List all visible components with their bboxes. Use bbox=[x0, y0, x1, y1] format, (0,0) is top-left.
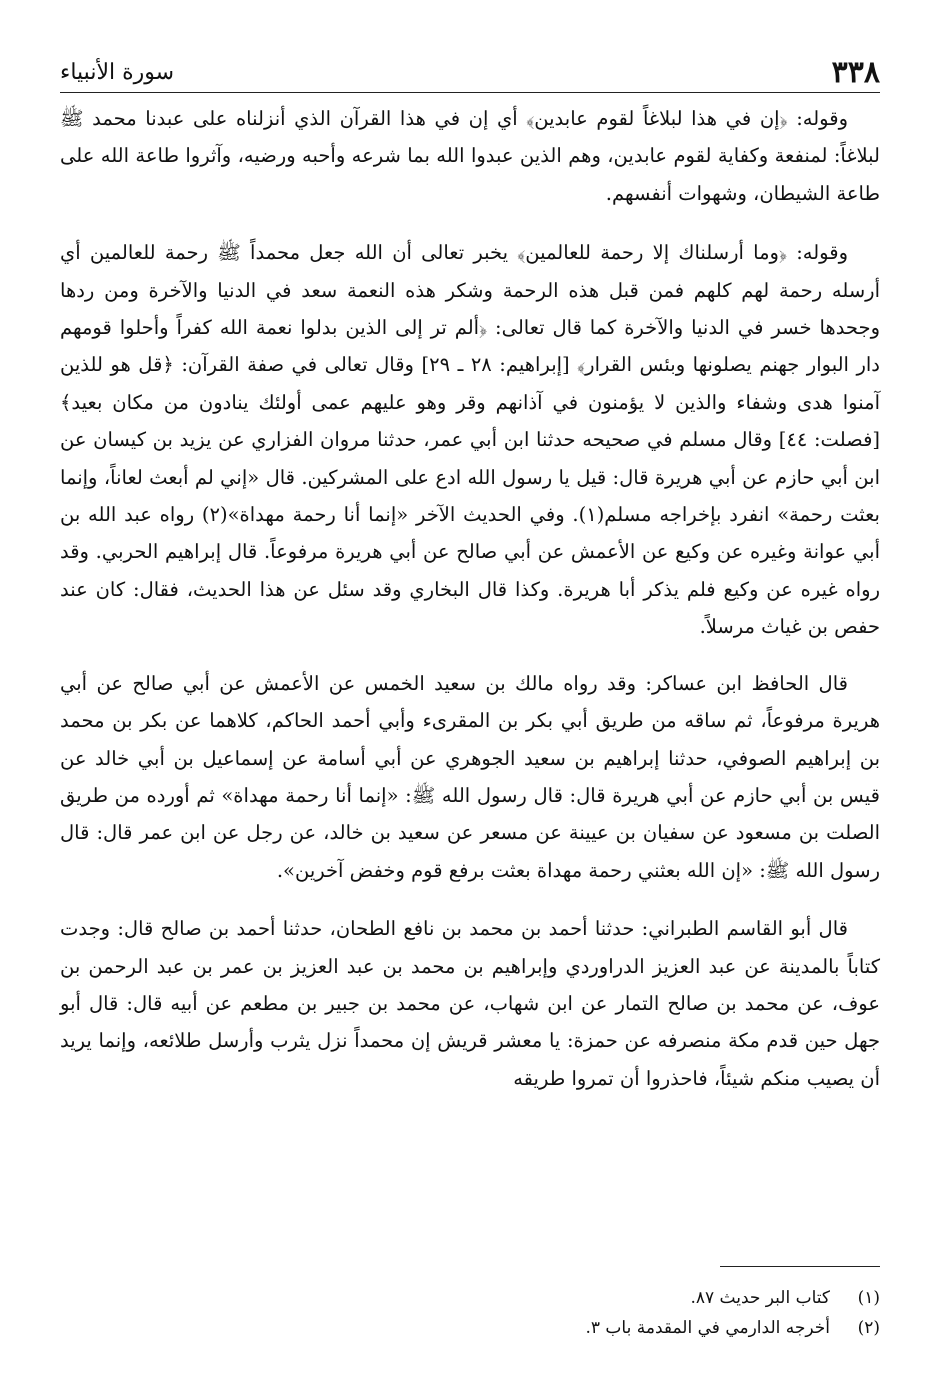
footnote-number: (١) bbox=[857, 1288, 880, 1308]
paragraph: قال الحافظ ابن عساكر: وقد رواه مالك بن سعيد الخمس عن الأعمش عن أبي صالح عن أبي هريرة مرفوعاً، ثم ساقه من طريق أبي بكر بن المقرىء وأبي أحمد الحاكم، كلاهما عن بكر بن محمد بن إبراهيم الصوفي، حدثنا إبراهيم بن سعيد الجوهري عن أبي أسامة عن إسماعيل بن أبي خالد عن قيس بن أبي حازم عن أبي هريرة قال: قال رسول الله ﷺ: «إنما أنا رحمة مهداة» ثم أورده من طريق الصلت بن مسعود عن سفيان بن عيينة عن مسعر عن سعيد بن خالد، عن رجل عن ابن عمر قال: قال رسول الله ﷺ: «إن الله بعثني رحمة مهداة بعثت برفع قوم وخفض آخرين». bbox=[60, 671, 880, 882]
paragraph: قال أبو القاسم الطبراني: حدثنا أحمد بن محمد بن نافع الطحان، حدثنا أحمد بن صالح قال: وجدت كتاباً بالمدينة عن عبد العزيز الدراوردي وإبراهيم بن محمد بن عبد العزيز بن عمر بن عبد الرحمن بن عوف، عن محمد بن صالح التمار عن ابن شهاب، عن محمد بن جبير بن مطعم عن أبيه قال: قال أبو جهل حين قدم مكة منصرفه عن حمزة: يا معشر قريش إن محمداً نزل يثرب وأرسل طلائعه، وإنما يريد أن يصيب منكم شيئاً، فاحذروا أن تمروا طريقه bbox=[60, 917, 880, 1090]
paragraph: وقوله: ﴿إن في هذا لبلاغاً لقوم عابدين﴾ أي إن في هذا القرآن الذي أنزلناه على عبدنا محمد ﷺ لبلاغاً: لمنفعة وكفاية لقوم عابدين، وهم الذين عبدوا الله بما شرعه وأحبه ورضيه، وآثروا طاعة الله على طاعة الشيطان، وشهوات أنفسهم. bbox=[60, 107, 880, 205]
footnote bbox=[60, 1283, 880, 1313]
footnote-text: كتاب البر حديث ٨٧. bbox=[690, 1288, 830, 1308]
footnote bbox=[60, 1313, 880, 1343]
paragraph: وقوله: ﴿وما أرسلناك إلا رحمة للعالمين﴾ يخبر تعالى أن الله جعل محمداً ﷺ رحمة للعالمين أي أرسله رحمة لهم كلهم فمن قبل هذه الرحمة وشكر هذه النعمة سعد في الدنيا والآخرة ومن ردها وجحدها خسر في الدنيا والآخرة كما قال تعالى: ﴿ألم تر إلى الذين بدلوا نعمة الله كفراً وأحلوا قومهم دار البوار جهنم يصلونها وبئس القرار﴾ [إبراهيم: ٢٨ ـ ٢٩] وقال تعالى في صفة القرآن: ﴿قل هو للذين آمنوا هدى وشفاء والذين لا يؤمنون في آذانهم وقر وهو عليهم عمى أولئك ينادون من مكان بعيد﴾ [فصلت: ٤٤] وقال مسلم في صحيحه حدثنا ابن أبي عمر، حدثنا مروان الفزاري عن يزيد بن كيسان عن ابن أبي حازم عن أبي هريرة قال: قيل يا رسول الله ادع على المشركين. قال «إني لم أبعث لعاناً، وإنما بعثت رحمة» انفرد بإخراجه مسلم(١). وفي الحديث الآخر «إنما أنا رحمة مهداة»(٢) رواه عبد الله بن أبي عوانة وغيره عن وكيع عن الأعمش عن أبي صالح عن أبي هريرة مرفوعاً. قال إبراهيم الحربي. وقد رواه غيره عن وكيع فلم يذكر أبا هريرة. وكذا قال البخاري وقد سئل عن هذا الحديث، فقال: كان عند حفص بن غياث مرسلاً. bbox=[60, 241, 880, 639]
footnote-number: (٢) bbox=[857, 1318, 880, 1338]
page-body bbox=[60, 100, 880, 1097]
footnote-text: أخرجه الدارمي في المقدمة باب ٣. bbox=[585, 1318, 830, 1338]
footnote-separator bbox=[720, 1266, 880, 1267]
page-header bbox=[60, 52, 880, 93]
running-title: سورة الأنبياء bbox=[60, 59, 175, 85]
page-number: ٣٣٨ bbox=[831, 54, 880, 90]
footnotes bbox=[60, 1283, 880, 1343]
